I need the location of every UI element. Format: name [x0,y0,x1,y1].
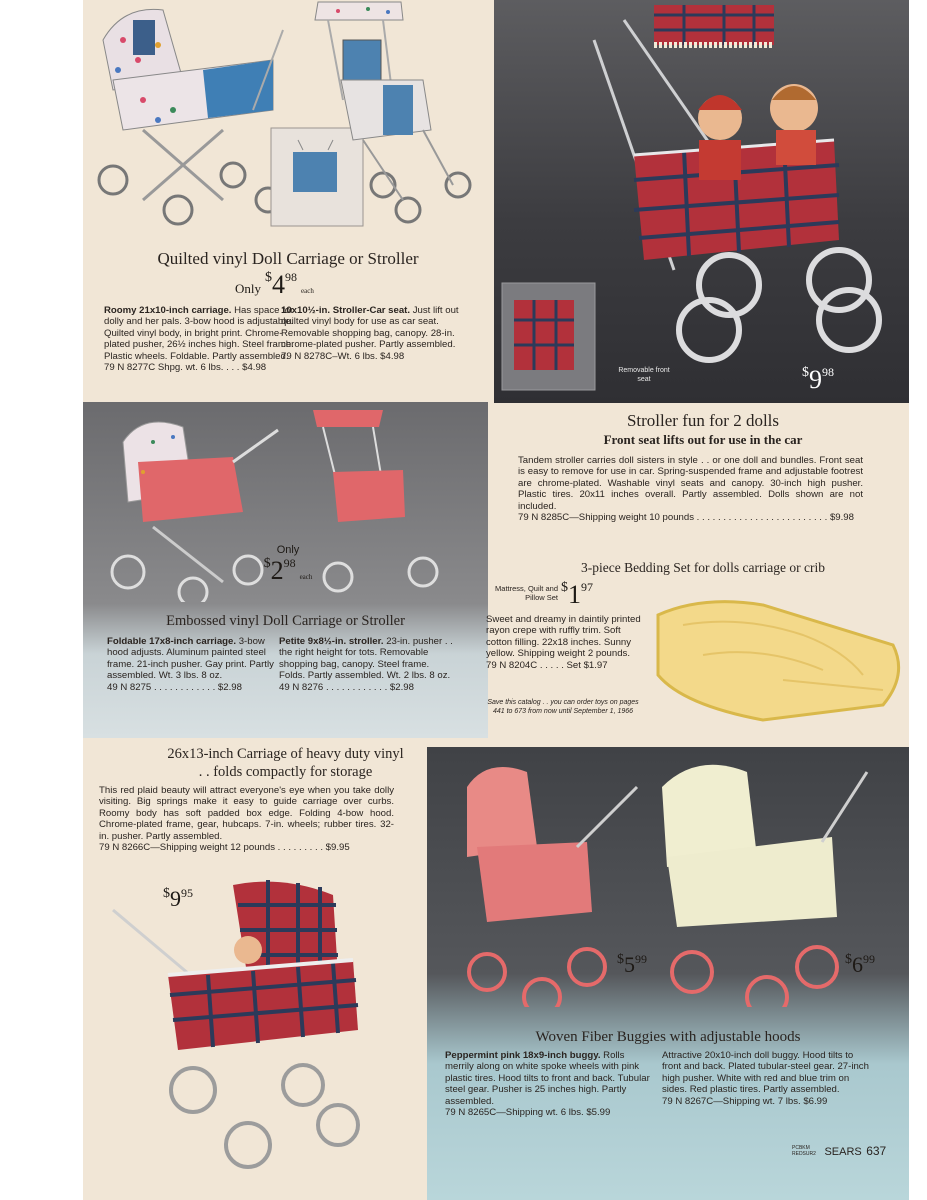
carriage-graphic [99,9,283,224]
twin-price-dollar: $ [802,365,809,380]
bedding-order: 79 N 8204C . . . . . Set $1.97 [486,659,608,671]
quilted-price [235,270,355,300]
footer-code: PCBKM REDSUR2 [792,1145,816,1157]
fiber-photo [427,747,909,1200]
twin-seat-label: Removable front seat [618,367,670,383]
embossed-price-cents: 98 [283,556,296,570]
embossed-carriage-text: 3-bow hood adjusts. Aluminum painted steel frame. 21-inch pusher. Gay print. Partly assembled. Wt. 3 lbs. 8 oz. [107,636,274,682]
twin-stroller-photo [494,0,909,403]
heavy-price-cents: 95 [181,886,193,900]
fiber-pink-desc [445,1050,655,1118]
embossed-carriage-lead: Foldable 17x8-inch carriage. [107,636,237,647]
quilted-carriage-lead: Roomy 21x10-inch carriage. [104,305,232,316]
footer-brand: SEARS [824,1146,862,1158]
fiber-pink-lead: Peppermint pink 18x9-inch buggy. [445,1050,601,1061]
twin-price [802,365,834,395]
bedding-illustration [643,585,909,735]
fiber-white-text: Attractive 20x10-inch doll buggy. Hood tilts to front and back. Plated tubular-steel gear. 27-inch high pusher. White with red and blue trim on sides. Red plastic tires. Partly assembled. [662,1050,869,1096]
quilted-stroller-lead: 10x10½-in. Stroller-Car seat. [281,305,411,316]
bedding-text: Sweet and dreamy in daintily printed rayon crepe with ruffly trim. Soft cotton filling. 22x18 inches. Sunny yellow. Shipping weight 2 pounds. [486,614,641,660]
embossed-price-int: 2 [270,556,284,585]
embossed-stroller-order: 49 N 8276 . . . . . . . . . . . . $2.98 [279,681,414,693]
quilted-stroller-desc [281,305,461,362]
embossed-stroller-desc [279,636,454,693]
embossed-stroller-text: 23-in. pusher . . the right height for tots. Removable shopping bag, canopy. Steel frame. Folds. Partly assembled. Wt. 2 lbs. 8 oz. [279,636,453,682]
fiber-pink-order: 79 N 8265C—Shipping wt. 6 lbs. $5.99 [445,1107,611,1119]
fiber-pink-price-dollar: $ [617,952,624,967]
heavy-heading-2: . . folds compactly for storage [198,764,373,780]
quilted-price-cents: 98 [285,270,297,284]
twin-subheading: Front seat lifts out for use in the car [603,432,803,447]
quilted-stroller-text: Just lift out quilted vinyl body for use as car seat. Removable shopping bag, canopy. 28-in. chrome-plated pusher. Partly assembled. [281,305,459,351]
heavy-order: 79 N 8266C—Shipping weight 12 pounds . . . . . . . . . $9.95 [99,842,350,854]
fiber-pink-price-int: 5 [624,952,635,977]
twin-desc [518,455,863,523]
embossed-carriage-order: 49 N 8275 . . . . . . . . . . . . $2.98 [107,681,242,693]
catalog-page [83,0,909,1200]
quilted-price-each: each [301,287,314,295]
embossed-stroller-lead: Petite 9x8½-in. stroller. [279,636,384,647]
twin-price-cents: 98 [822,365,834,379]
fiber-pink-price [617,952,647,978]
embossed-only-label: Only [276,544,300,556]
fiber-white-price [845,952,875,978]
fiber-white-desc [662,1050,872,1107]
embossed-carriage-desc [107,636,287,693]
fiber-heading: Woven Fiber Buggies with adjustable hoods [535,1029,801,1045]
quilted-only-label: Only [235,281,261,296]
heavy-text: This red plaid beauty will attract everyone's eye when you take dolly visiting. Big springs make it easy to guide carriage over curbs. Roomy body has soft padded box edge. Folding 4-bow hood. Chrome-plated frame, gear, hubcaps. 7-in. wheels; rubber tires. 32-in. pusher. Partly assembled. [99,785,394,842]
quilted-heading: Quilted vinyl Doll Carriage or Stroller [157,249,419,268]
embossed-price-each: each [299,573,313,581]
embossed-price [258,544,318,586]
fiber-white-order: 79 N 8267C—Shipping wt. 7 lbs. $6.99 [662,1095,828,1107]
fiber-white-price-int: 6 [852,952,863,977]
quilted-carriage-illustration [83,0,488,245]
fiber-pink-text: Rolls merrily along on white spoke wheels with pink plastic tires. Hood tilts to front and back. Tubular steel gear. Pusher is 25 inches high. Partly assembled. [445,1050,650,1107]
bedding-desc [486,614,641,671]
fiber-white-price-cents: 99 [863,952,875,966]
twin-price-int: 9 [809,365,822,394]
quilted-carriage-order: 79 N 8277C Shpg. wt. 6 lbs. . . . $4.98 [104,362,267,374]
quilted-carriage-desc [104,305,294,373]
heavy-price-int: 9 [170,886,181,911]
bedding-price [561,580,593,610]
embossed-price-dollar: $ [263,556,271,571]
quilted-stroller-order: 79 N 8278C–Wt. 6 lbs. $4.98 [281,350,405,362]
fiber-buggies-illustration [427,747,909,1007]
bedding-label: Mattress, Quilt and Pillow Set [495,584,558,602]
footer-page-number: 637 [866,1144,887,1158]
fiber-pink-price-cents: 99 [635,952,647,966]
twin-text: Tandem stroller carries doll sisters in style . . or one doll and bundles. Front seat is easy to remove for use in car. Spring-suspended frame and adjustable footrest are chrome-plated. Washable vinyl seats and canopy. 30-inch high pusher. Plastic tires. 20x11 inches overall. Partly assembled. Dolls shown are not included. [518,455,863,512]
heavy-heading-1: 26x13-inch Carriage of heavy duty vinyl [167,746,404,762]
car-seat-inset [271,128,363,226]
quilted-photo [83,0,488,245]
embossed-heading: Embossed vinyl Doll Carriage or Stroller [166,613,405,629]
bedding-note: Save this catalog . . you can order toys on pages 441 to 673 from now until September 1, 1966 [487,699,639,715]
heavy-carriage-illustration [108,875,418,1175]
quilted-price-int: 4 [272,270,285,299]
twin-stroller-illustration [494,0,909,403]
embossed-photo [83,402,488,738]
quilted-carriage-text: Has space for dolly and her pals. 3-bow hood is adjustable. Quilted vinyl body, in bright print. Chrome-plated pusher, 26½ inches high. Steel frame. Plastic wheels. Foldable. Partly assembled. [104,305,294,362]
bedding-price-dollar: $ [561,580,568,595]
heavy-desc [99,785,394,853]
bedding-price-cents: 97 [581,580,593,594]
page-footer [792,1142,886,1160]
bedding-price-int: 1 [568,580,581,609]
heavy-price-dollar: $ [163,886,170,901]
twin-order: 79 N 8285C—Shipping weight 10 pounds . . . . . . . . . . . . . . . . . . . . . . . . . $9.98 [518,512,854,524]
quilted-price-dollar: $ [265,270,272,285]
fiber-white-price-dollar: $ [845,952,852,967]
twin-heading: Stroller fun for 2 dolls [626,411,780,430]
bedding-heading: 3-piece Bedding Set for dolls carriage or crib [580,560,826,575]
